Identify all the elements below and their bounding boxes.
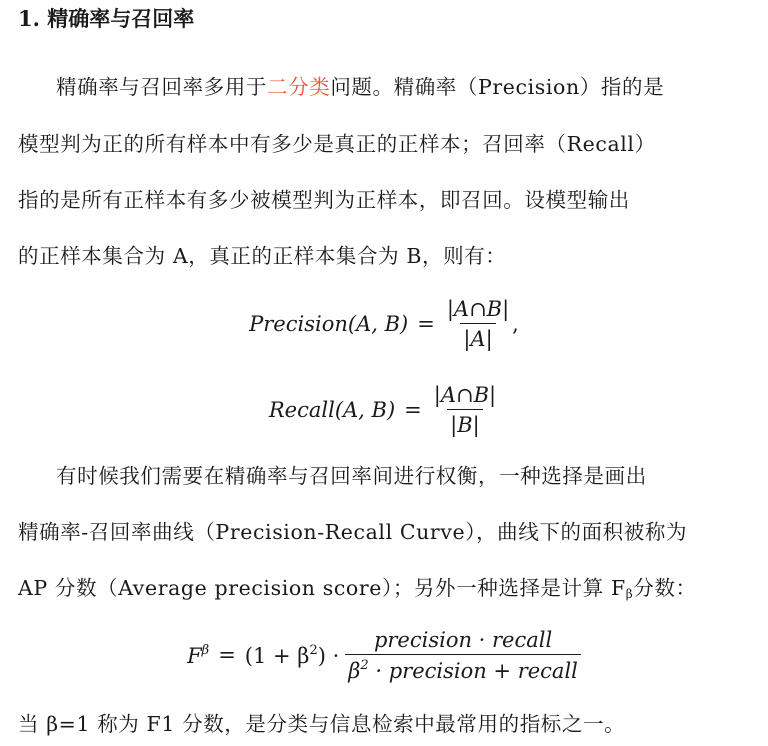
- paragraph-2-line-1: 有时候我们需要在精确率与召回率间进行权衡，一种选择是画出: [56, 464, 647, 488]
- fraction: [431, 383, 499, 437]
- recall-formula: [0, 375, 768, 445]
- fraction-numerator: |A∩B|: [433, 383, 497, 407]
- paragraph-1-line-3: 指的是所有正样本有多少被模型判为正样本，即召回。设模型输出: [18, 188, 630, 212]
- beta-symbol: β: [348, 658, 361, 683]
- beta-superscript: β: [201, 642, 210, 658]
- coefficient: [245, 643, 339, 668]
- formula-lhs: Precision(A, B): [249, 312, 409, 336]
- coef-superscript: 2: [309, 642, 318, 658]
- paragraph-3-line-1: 当 β=1 称为 F1 分数，是分类与信息检索中最常用的指标之一。: [18, 712, 626, 736]
- fraction: [444, 297, 512, 351]
- f-beta-formula: [0, 620, 768, 690]
- beta-square: 2: [360, 657, 369, 673]
- paragraph-1-line-4: 的正样本集合为 A，真正的正样本集合为 B，则有：: [18, 244, 507, 268]
- fraction-numerator: precision · recall: [373, 627, 553, 652]
- equals-sign: =: [417, 312, 435, 336]
- equals-sign: =: [404, 398, 422, 422]
- formula-lhs: [187, 643, 209, 668]
- coef-close: ) ·: [317, 643, 340, 668]
- paragraph-2-line-2: 精确率-召回率曲线（Precision-Recall Curve），曲线下的面积被称为: [18, 520, 688, 544]
- fraction-numerator: |A∩B|: [446, 297, 510, 321]
- highlight-binary-classification: 二分类: [267, 75, 331, 99]
- text-span: 精确率与召回率多用于: [56, 75, 267, 99]
- denominator-rest: · precision + recall: [368, 658, 578, 683]
- beta-subscript: β: [625, 587, 634, 601]
- text-span: 问题。精确率（Precision）指的是: [330, 75, 665, 99]
- formula-comma: ,: [512, 312, 519, 336]
- text-span: AP 分数（Average precision score）；另外一种选择是计算 F: [18, 576, 626, 600]
- f-symbol: F: [187, 643, 202, 668]
- text-span: 分数：: [633, 576, 697, 600]
- fraction-denominator: |A|: [460, 323, 495, 351]
- fraction-denominator: [345, 654, 581, 683]
- paragraph-1-line-2: 模型判为正的所有样本中有多少是真正的正样本；召回率（Recall）: [18, 132, 656, 156]
- coef-open: (1 + β: [244, 643, 310, 668]
- paragraph-2-line-3: [18, 573, 750, 609]
- paragraph-1-line-1: [56, 72, 750, 102]
- fraction-denominator: |B|: [447, 409, 483, 437]
- precision-formula: [0, 289, 768, 359]
- equals-sign: =: [218, 643, 236, 667]
- section-heading: 1. 精确率与召回率: [18, 6, 195, 31]
- formula-lhs: Recall(A, B): [268, 398, 396, 422]
- fraction: [345, 628, 581, 683]
